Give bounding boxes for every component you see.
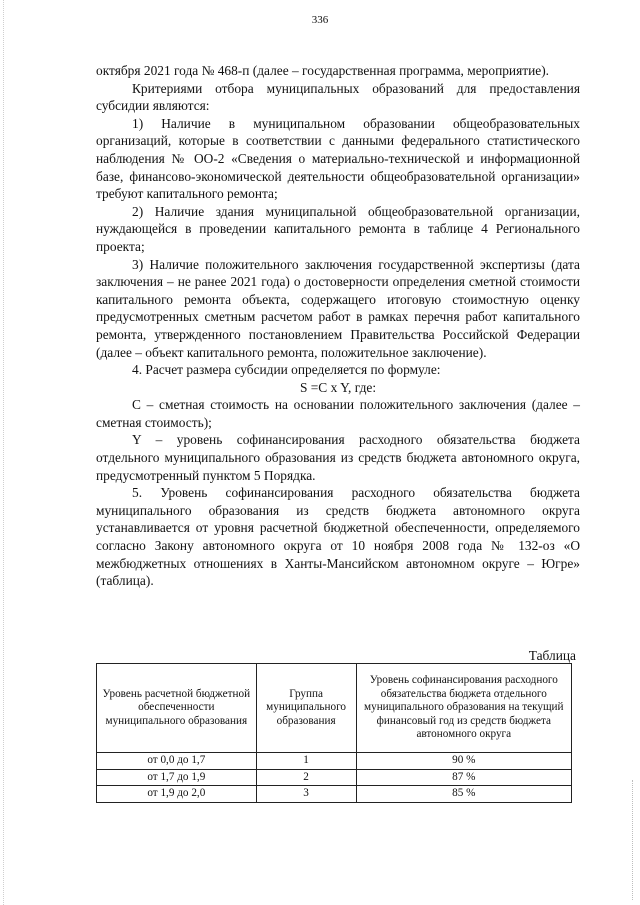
- table-row: [97, 753, 572, 770]
- paragraph: Критериями отбора муниципальных образований для предоставления субсидии являются:: [96, 80, 580, 114]
- table-caption: Таблица: [528, 648, 576, 663]
- table-cell: 90 %: [356, 753, 571, 770]
- column-header: Группа муниципального образования: [256, 664, 356, 753]
- table-cell: 1: [256, 753, 356, 770]
- table-cell: 2: [256, 769, 356, 786]
- formula: S =C x Y, где:: [299, 379, 377, 395]
- table-cell: от 0,0 до 1,7: [97, 753, 257, 770]
- table-cell: от 1,7 до 1,9: [97, 769, 257, 786]
- cofinancing-table: [96, 663, 572, 803]
- paragraph: 4. Расчет размера субсидии определяется по формуле:: [132, 362, 441, 378]
- column-header: Уровень софинансирования расходного обязательства бюджета отдельного муниципального образования на текущий финансовый год из средств бюджета автономного округа: [356, 664, 571, 753]
- definition: Y – уровень софинансирования расходного обязательства бюджета отдельного муниципального образования из средств бюджета автономного округа, предусмотренный пунктом 5 Порядка.: [96, 432, 580, 483]
- document-body: [96, 62, 580, 590]
- definition: С – сметная стоимость на основании положительного заключения (далее – сметная стоимость);: [96, 397, 580, 430]
- table-cell: 3: [256, 786, 356, 803]
- paragraph: 1) Наличие в муниципальном образовании общеобразовательных организаций, которые в соответствии с данными федерального статистического наблюдения № ОО-2 «Сведения о материально-технической и информационной базе, финансово-экономической деятельности общеобразовательной организации» требуют капитального ремонта;: [96, 115, 580, 202]
- table-row: [97, 786, 572, 803]
- scan-edge-left: [3, 0, 4, 905]
- table-cell: 85 %: [356, 786, 571, 803]
- table-row: [97, 769, 572, 786]
- paragraph: 3) Наличие положительного заключения государственной экспертизы (дата заключения – не ранее 2021 года) о достоверности определения сметной стоимости капитального ремонта объекта, содержащего итоговую стоимостную оценку предусмотренных сметным расчетом работ в рамках перечня работ капитального ремонта, утвержденного постановлением Правительства Российской Федерации (далее – объект капитального ремонта, положительное заключение).: [96, 256, 580, 360]
- paragraph: 5. Уровень софинансирования расходного обязательства бюджета муниципального образования из средств бюджета автономного округа устанавливается от уровня расчетной бюджетной обеспеченности, определяемого согласно Закону автономного округа от 10 ноября 2008 года № 132-оз «О межбюджетных отношениях в Ханты-Мансийском автономном округе – Югре» (таблица).: [96, 485, 580, 589]
- scan-edge-right: [632, 780, 633, 900]
- table-cell: от 1,9 до 2,0: [97, 786, 257, 803]
- table-cell: 87 %: [356, 769, 571, 786]
- paragraph: октября 2021 года № 468-п (далее – государственная программа, мероприятие).: [96, 63, 550, 78]
- column-header: Уровень расчетной бюджетной обеспеченности муниципального образования: [97, 664, 257, 753]
- page-number: 336: [311, 14, 329, 26]
- table-header-row: [97, 664, 572, 753]
- paragraph: 2) Наличие здания муниципальной общеобразовательной организации, нуждающейся в проведении капитального ремонта в таблице 4 Регионального проекта;: [96, 203, 580, 254]
